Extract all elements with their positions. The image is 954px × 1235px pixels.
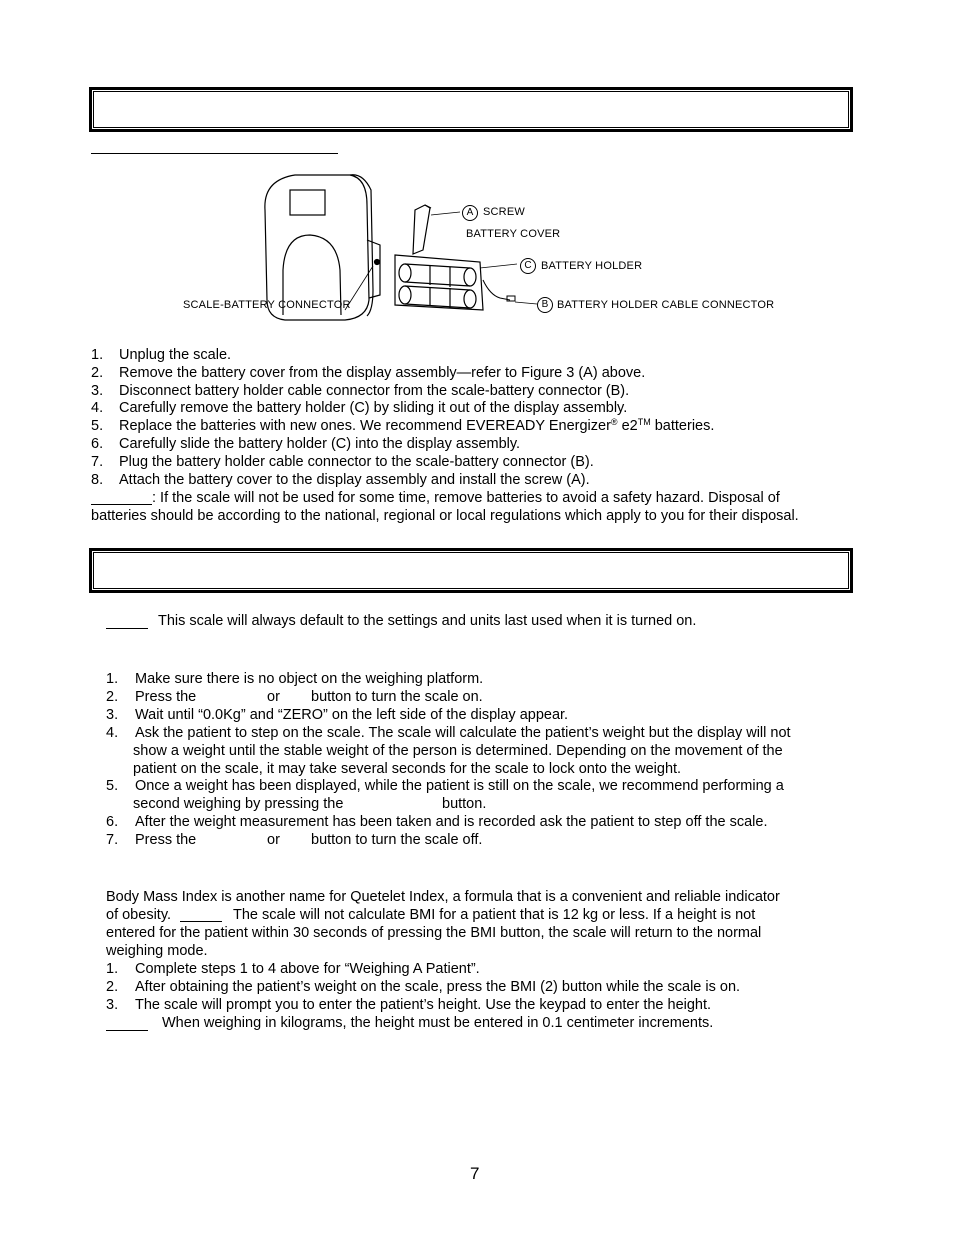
bmi-intro-line3: entered for the patient within 30 seconds of pressing the BMI button, the scale will return to the normal [106, 925, 762, 941]
caution-text-line2: batteries should be according to the national, regional or local regulations which apply to you for their disposal. [91, 508, 799, 524]
list-item: After the weight measurement has been taken and is recorded ask the patient to step off the scale. [135, 814, 768, 830]
list-item-number: 1. [106, 671, 119, 687]
registered-mark: ® [610, 417, 618, 427]
list-item: The scale will prompt you to enter the patient’s height. Use the keypad to enter the height. [135, 997, 712, 1013]
label-c-circle: C [520, 258, 536, 274]
list-item: Ask the patient to step on the scale. The scale will calculate the patient’s weight but the display will not [135, 725, 791, 741]
list-item-part: button to turn the scale off. [311, 832, 483, 848]
cable-drawing [483, 280, 510, 300]
list-item-part: button. [442, 796, 487, 812]
list-item: Carefully slide the battery holder (C) into the display assembly. [119, 436, 521, 452]
label-a-circle: A [462, 205, 478, 221]
list-item-number: 3. [91, 383, 104, 399]
list-item: Unplug the scale. [119, 347, 232, 363]
list-item-number: 2. [106, 979, 119, 995]
leader-lines [345, 212, 537, 310]
caution-text-line1: : If the scale will not be used for some time, remove batteries to avoid a safety hazard. Disposal of [152, 490, 780, 506]
height-note-underline [106, 1030, 148, 1031]
list-item-part: Press the [135, 832, 197, 848]
list-item: Make sure there is no object on the weighing platform. [135, 671, 484, 687]
list-item-number: 5. [91, 418, 104, 434]
bmi-intro-line2b: The scale will not calculate BMI for a patient that is 12 kg or less. If a height is not [233, 907, 756, 923]
label-screw: SCREW [483, 206, 525, 218]
list-item-part: second weighing by pressing the [133, 796, 344, 812]
list-item: Once a weight has been displayed, while the patient is still on the scale, we recommend performing a [135, 778, 784, 794]
list-item-number: 2. [106, 689, 119, 705]
label-scale-connector: SCALE-BATTERY CONNECTOR [183, 299, 351, 311]
list-item-number: 7. [91, 454, 104, 470]
step-text: batteries. [650, 418, 715, 434]
label-cable-connector: BATTERY HOLDER CABLE CONNECTOR [557, 299, 775, 311]
list-item-continuation: show a weight until the stable weight of the person is determined. Depending on the movement of the [133, 743, 783, 759]
list-item-part: button to turn the scale on. [311, 689, 483, 705]
list-item: Wait until “0.0Kg” and “ZERO” on the left side of the display appear. [135, 707, 569, 723]
battery-cover-drawing [413, 205, 431, 254]
bmi-note-underline [180, 921, 222, 922]
list-item-number: 2. [91, 365, 104, 381]
battery-section-header-box [89, 87, 853, 132]
list-item-continuation: patient on the scale, it may take several seconds for the scale to lock onto the weight. [133, 761, 682, 777]
list-item [119, 417, 714, 435]
list-item: Complete steps 1 to 4 above for “Weighing A Patient”. [135, 961, 480, 977]
list-item-number: 1. [106, 961, 119, 977]
list-item-number: 1. [91, 347, 104, 363]
list-item: Plug the battery holder cable connector to the scale-battery connector (B). [119, 454, 594, 470]
caution-label-underline [91, 504, 152, 505]
list-item: Disconnect battery holder cable connector from the scale-battery connector (B). [119, 383, 630, 399]
note-label-underline [106, 628, 148, 629]
list-item-part: Press the [135, 689, 197, 705]
label-battery-holder: BATTERY HOLDER [541, 260, 643, 272]
list-item-number: 3. [106, 997, 119, 1013]
default-settings-note: This scale will always default to the settings and units last used when it is turned on. [158, 613, 697, 629]
list-item-number: 4. [91, 400, 104, 416]
list-item: Attach the battery cover to the display assembly and install the screw (A). [119, 472, 590, 488]
list-item-number: 7. [106, 832, 119, 848]
bmi-intro-line2a: of obesity. [106, 907, 172, 923]
list-item: Remove the battery cover from the display assembly—refer to Figure 3 (A) above. [119, 365, 646, 381]
height-increment-note: When weighing in kilograms, the height must be entered in 0.1 centimeter increments. [162, 1015, 714, 1031]
list-item: Carefully remove the battery holder (C) by sliding it out of the display assembly. [119, 400, 628, 416]
battery-subheading-underline [91, 153, 338, 154]
bmi-intro-line4: weighing mode. [106, 943, 208, 959]
page-number: 7 [470, 1164, 480, 1183]
list-item-number: 6. [91, 436, 104, 452]
label-battery-cover: BATTERY COVER [466, 228, 561, 240]
label-b-circle: B [537, 297, 553, 313]
trademark-mark: TM [637, 417, 651, 427]
list-item-number: 6. [106, 814, 119, 830]
list-item-part: or [267, 832, 280, 848]
bmi-intro-line1: Body Mass Index is another name for Quetelet Index, a formula that is a convenient and reliable indicator [106, 889, 780, 905]
step-text: e2 [617, 418, 638, 434]
battery-holder-drawing [395, 255, 483, 310]
list-item-number: 4. [106, 725, 119, 741]
list-item-number: 5. [106, 778, 119, 794]
list-item: After obtaining the patient’s weight on the scale, press the BMI (2) button while the scale is on. [135, 979, 741, 995]
step-text: Replace the batteries with new ones. We recommend EVEREADY Energizer [119, 418, 611, 434]
list-item-part: or [267, 689, 280, 705]
list-item-number: 8. [91, 472, 104, 488]
operation-section-header-box [89, 548, 853, 593]
list-item-number: 3. [106, 707, 119, 723]
